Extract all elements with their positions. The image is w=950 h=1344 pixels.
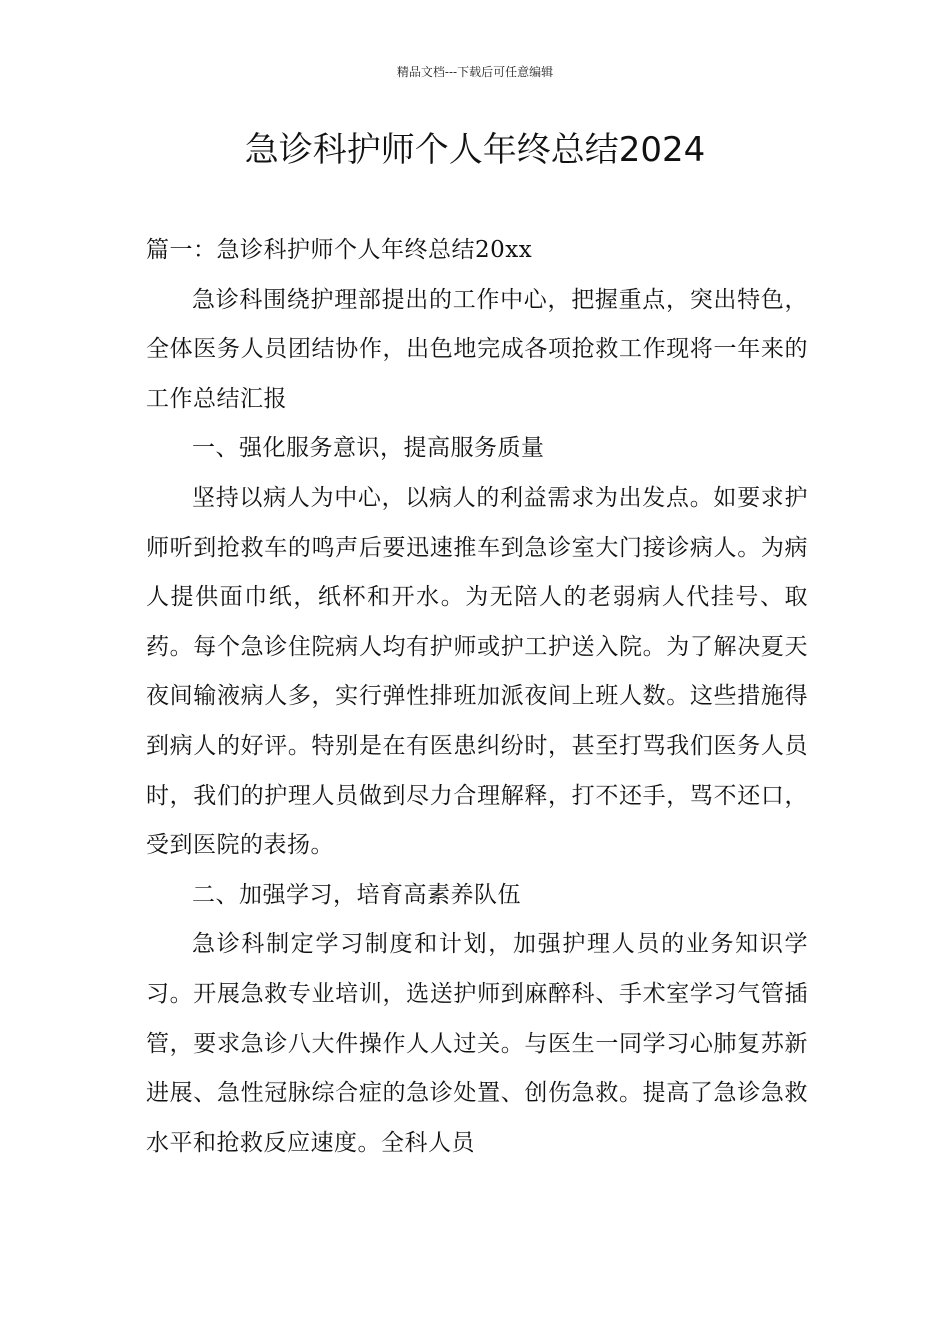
header-note: 精品文档---下载后可任意编辑: [396, 65, 554, 79]
paragraph-service: 坚持以病人为中心，以病人的利益需求为出发点。如要求护师听到抢救车的鸣声后要迅速推车到急诊室大门接诊病人。为病人提供面巾纸，纸杯和开水。为无陪人的老弱病人代挂号、取药。每个急诊住院病人均有护师或护工护送入院。为了解决夏天夜间输液病人多，实行弹性排班加派夜间上班人数。这些措施得到病人的好评。特别是在有医患纠纷时，甚至打骂我们医务人员时，我们的护理人员做到尽力合理解释，打不还手，骂不还口，受到医院的表扬。: [146, 484, 808, 859]
subheading-learning: 二、加强学习，培育高素养队伍: [192, 881, 521, 908]
section-heading: 篇一：急诊科护师个人年终总结20xx: [146, 237, 533, 263]
document-title: 急诊科护师个人年终总结2024: [244, 130, 706, 170]
paragraph-intro: 急诊科围绕护理部提出的工作中心，把握重点，突出特色，全体医务人员团结协作，出色地完成各项抢救工作现将一年来的工作总结汇报: [146, 286, 808, 412]
subheading-service: 一、强化服务意识，提高服务质量: [192, 435, 545, 462]
document-body: [146, 226, 808, 1168]
paragraph-learning: 急诊科制定学习制度和计划，加强护理人员的业务知识学习。开展急救专业培训，选送护师到麻醉科、手术室学习气管插管，要求急诊八大件操作人人过关。与医生一同学习心肺复苏新进展、急性冠脉综合症的急诊处置、创伤急救。提高了急诊急救水平和抢救反应速度。全科人员: [146, 931, 808, 1156]
